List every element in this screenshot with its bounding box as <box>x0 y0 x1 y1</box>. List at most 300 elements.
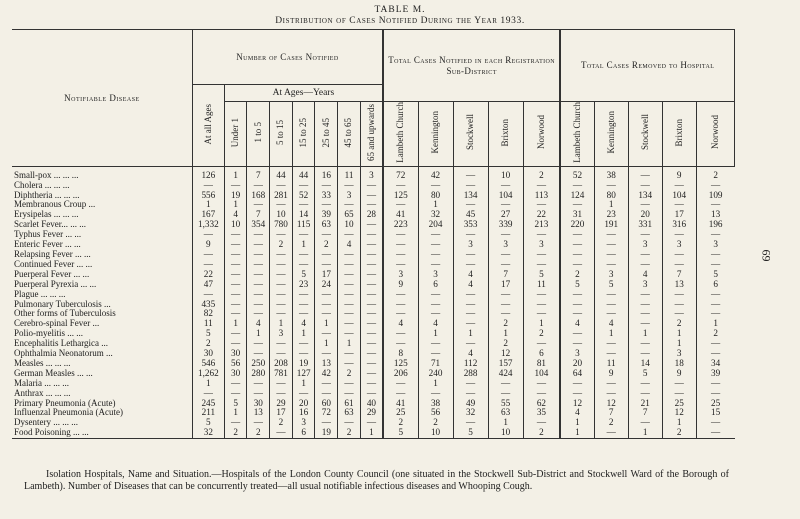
table-cell: 1 <box>560 418 594 428</box>
table-cell: — <box>560 200 594 210</box>
table-cell: — <box>560 379 594 389</box>
table-cell: 240 <box>418 369 453 379</box>
disease-name: Measles ... ... ... <box>14 358 71 368</box>
table-cell: — <box>338 270 361 280</box>
table-cell: — <box>383 339 418 349</box>
table-cell: 316 <box>662 220 696 230</box>
table-cell: 2 <box>662 319 696 329</box>
table-cell: 11 <box>594 359 628 369</box>
table-cell: — <box>360 280 383 290</box>
table-cell: 22 <box>192 270 224 280</box>
table-cell: — <box>662 200 696 210</box>
table-row <box>12 240 735 250</box>
table-cell: — <box>224 250 247 260</box>
table-cell: — <box>662 389 696 399</box>
table-cell: 29 <box>360 408 383 418</box>
header-hospital-4: Norwood <box>696 102 734 167</box>
table-cell: — <box>270 200 293 210</box>
table-cell: — <box>628 290 662 300</box>
table-cell: 126 <box>192 166 224 180</box>
table-cell: — <box>696 181 734 191</box>
table-cell: 32 <box>192 428 224 438</box>
table-row <box>12 191 735 201</box>
table-cell: — <box>523 389 560 399</box>
table-cell: 17 <box>662 210 696 220</box>
table-cell: 3 <box>488 240 523 250</box>
table-cell: — <box>418 339 453 349</box>
table-cell: — <box>628 319 662 329</box>
disease-name: Anthrax ... ... ... <box>14 388 71 398</box>
table-cell: 17 <box>488 280 523 290</box>
table-cell: — <box>418 260 453 270</box>
table-cell: 31 <box>560 210 594 220</box>
table-cell: 24 <box>315 280 338 290</box>
table-cell: — <box>247 250 270 260</box>
table-cell: 27 <box>488 210 523 220</box>
table-cell: 1 <box>224 200 247 210</box>
table-cell: 12 <box>662 408 696 418</box>
table-cell: — <box>315 260 338 270</box>
table-cell: 29 <box>270 399 293 409</box>
table-cell: — <box>560 181 594 191</box>
table-cell: — <box>488 200 523 210</box>
disease-name: Encephalitis Lethargica ... <box>14 339 109 349</box>
table-cell: 42 <box>315 369 338 379</box>
table-cell: — <box>488 300 523 310</box>
header-district-1: Kennington <box>418 102 453 167</box>
table-cell: — <box>560 260 594 270</box>
table-cell: 64 <box>560 369 594 379</box>
table-cell: — <box>453 250 488 260</box>
disease-name: Cholera ... ... ... <box>14 180 70 190</box>
table-cell: — <box>696 200 734 210</box>
table-cell: — <box>453 181 488 191</box>
table-row <box>12 300 735 310</box>
table-cell: — <box>560 339 594 349</box>
table-cell: 1 <box>270 319 293 329</box>
table-cell: — <box>315 349 338 359</box>
table-cell: — <box>360 389 383 399</box>
table-cell: 9 <box>594 369 628 379</box>
table-cell: — <box>383 329 418 339</box>
disease-name: Cerebro-spinal Fever ... <box>14 319 100 329</box>
table-cell: — <box>523 230 560 240</box>
table-cell: 223 <box>383 220 418 230</box>
table-cell: — <box>270 309 293 319</box>
table-cell: — <box>628 200 662 210</box>
table-cell: 7 <box>662 270 696 280</box>
table-cell: 4 <box>560 408 594 418</box>
table-cell: — <box>270 379 293 389</box>
table-row <box>12 220 735 230</box>
header-age-5: 45 to 65 <box>338 102 361 167</box>
disease-name: Small-pox ... ... ... <box>14 169 79 180</box>
table-cell: — <box>270 181 293 191</box>
table-cell: — <box>360 309 383 319</box>
table-cell: — <box>560 230 594 240</box>
table-cell: 63 <box>315 220 338 230</box>
table-subtitle: Distribution of Cases Notified During the Year 1933. <box>275 16 525 26</box>
table-cell: 38 <box>418 399 453 409</box>
notified-cases-table <box>12 29 735 439</box>
table-cell: 288 <box>453 369 488 379</box>
table-row <box>12 359 735 369</box>
table-cell: — <box>696 339 734 349</box>
table-cell: — <box>523 260 560 270</box>
table-cell: — <box>224 329 247 339</box>
table-cell: — <box>247 418 270 428</box>
table-row <box>12 250 735 260</box>
table-cell: 134 <box>453 191 488 201</box>
table-cell: 32 <box>453 408 488 418</box>
table-cell: 5 <box>523 270 560 280</box>
table-cell: — <box>488 309 523 319</box>
table-row <box>12 349 735 359</box>
table-cell: — <box>192 290 224 300</box>
table-cell: — <box>338 181 361 191</box>
table-cell: — <box>224 230 247 240</box>
table-cell: 47 <box>192 280 224 290</box>
table-row <box>12 280 735 290</box>
table-cell: 33 <box>315 191 338 201</box>
table-cell: — <box>383 260 418 270</box>
table-cell: — <box>224 389 247 399</box>
table-cell: — <box>247 339 270 349</box>
table-cell: — <box>338 329 361 339</box>
table-cell: 1 <box>488 329 523 339</box>
table-cell: — <box>418 250 453 260</box>
table-cell: 5 <box>192 418 224 428</box>
table-cell: 13 <box>247 408 270 418</box>
table-cell: 10 <box>488 428 523 438</box>
table-cell: — <box>383 389 418 399</box>
table-cell: 61 <box>338 399 361 409</box>
table-row <box>12 166 735 180</box>
table-cell: — <box>360 260 383 270</box>
table-cell: — <box>628 389 662 399</box>
table-cell: — <box>488 230 523 240</box>
header-sub-district: Total Cases Notified in each Registration Sub-District <box>383 30 560 102</box>
table-cell: 60 <box>315 399 338 409</box>
table-cell: — <box>453 389 488 399</box>
table-cell: 4 <box>338 240 361 250</box>
table-cell: — <box>315 309 338 319</box>
table-cell: 2 <box>270 418 293 428</box>
table-cell: — <box>360 270 383 280</box>
table-cell: 7 <box>594 408 628 418</box>
table-cell: — <box>523 181 560 191</box>
table-row <box>12 319 735 329</box>
table-cell: 1 <box>594 200 628 210</box>
table-cell: — <box>338 418 361 428</box>
table-cell: 2 <box>560 270 594 280</box>
table-cell: — <box>594 379 628 389</box>
table-cell: 1 <box>662 329 696 339</box>
table-cell: 65 <box>338 210 361 220</box>
table-cell: — <box>594 300 628 310</box>
table-cell: 2 <box>696 166 734 180</box>
table-cell: — <box>360 319 383 329</box>
table-cell: 20 <box>292 399 315 409</box>
disease-name: Influenzal Pneumonia (Acute) <box>14 408 123 418</box>
table-cell: 1 <box>696 319 734 329</box>
table-cell: 80 <box>418 191 453 201</box>
table-cell: — <box>247 389 270 399</box>
table-cell: 15 <box>696 408 734 418</box>
table-cell: — <box>628 181 662 191</box>
table-row <box>12 408 735 418</box>
table-cell: — <box>560 250 594 260</box>
table-cell: — <box>270 280 293 290</box>
table-cell: 2 <box>488 339 523 349</box>
table-cell: 4 <box>247 319 270 329</box>
disease-name: Malaria ... ... ... <box>14 378 69 388</box>
table-cell: — <box>628 300 662 310</box>
header-age-0: Under 1 <box>224 102 247 167</box>
header-hospital-1: Kennington <box>594 102 628 167</box>
table-cell: 9 <box>662 166 696 180</box>
table-cell: 5 <box>696 270 734 280</box>
table-cell: 2 <box>247 428 270 438</box>
table-cell: — <box>247 280 270 290</box>
table-cell: 104 <box>523 369 560 379</box>
table-cell: 56 <box>224 359 247 369</box>
table-cell: — <box>315 200 338 210</box>
table-cell: — <box>594 260 628 270</box>
table-cell: 6 <box>292 428 315 438</box>
table-cell: 5 <box>224 399 247 409</box>
table-cell: — <box>270 339 293 349</box>
table-cell: — <box>270 250 293 260</box>
table-cell: 4 <box>383 319 418 329</box>
table-cell: — <box>338 379 361 389</box>
table-cell: 1 <box>315 339 338 349</box>
table-cell: — <box>292 181 315 191</box>
table-cell: 19 <box>224 191 247 201</box>
table-cell: 2 <box>338 428 361 438</box>
table-cell: — <box>453 300 488 310</box>
table-cell: 1 <box>662 418 696 428</box>
table-cell: — <box>292 250 315 260</box>
header-hospital-3: Brixton <box>662 102 696 167</box>
table-cell: 281 <box>270 191 293 201</box>
table-cell: — <box>696 290 734 300</box>
table-cell: 1 <box>338 339 361 349</box>
table-cell: — <box>315 389 338 399</box>
table-cell: 3 <box>383 270 418 280</box>
disease-name: Primary Pneumonia (Acute) <box>14 398 116 408</box>
table-cell: 4 <box>453 270 488 280</box>
table-cell: — <box>488 379 523 389</box>
table-cell: — <box>418 300 453 310</box>
table-cell: — <box>662 181 696 191</box>
table-cell: — <box>662 379 696 389</box>
table-cell: 125 <box>383 191 418 201</box>
table-cell: — <box>594 230 628 240</box>
table-cell: 3 <box>662 240 696 250</box>
header-age-4: 25 to 45 <box>315 102 338 167</box>
disease-name: Typhus Fever ... ... <box>14 230 82 240</box>
table-cell: 2 <box>383 418 418 428</box>
disease-name: Membranous Croup ... <box>14 200 96 210</box>
table-row <box>12 399 735 409</box>
table-cell: 220 <box>560 220 594 230</box>
table-cell: — <box>453 379 488 389</box>
table-cell: 1 <box>292 379 315 389</box>
table-cell: 28 <box>360 210 383 220</box>
table-cell: 1 <box>292 240 315 250</box>
table-cell: 1 <box>247 329 270 339</box>
table-cell: — <box>360 230 383 240</box>
table-cell: 127 <box>292 369 315 379</box>
table-cell: 1 <box>594 329 628 339</box>
table-cell: 9 <box>192 240 224 250</box>
table-cell: — <box>560 389 594 399</box>
table-cell: 191 <box>594 220 628 230</box>
table-cell: 353 <box>453 220 488 230</box>
table-cell: 20 <box>628 210 662 220</box>
table-cell: — <box>192 230 224 240</box>
table-cell: — <box>292 260 315 270</box>
disease-name: Ophthalmia Neonatorum ... <box>14 349 113 359</box>
table-cell: 3 <box>360 166 383 180</box>
table-cell: 113 <box>523 191 560 201</box>
table-cell: 1 <box>523 319 560 329</box>
table-cell: 245 <box>192 399 224 409</box>
table-cell: 11 <box>338 166 361 180</box>
table-cell: — <box>523 418 560 428</box>
table-cell: — <box>192 181 224 191</box>
table-cell: 3 <box>523 240 560 250</box>
table-cell: — <box>360 379 383 389</box>
table-cell: — <box>628 339 662 349</box>
table-cell: — <box>360 191 383 201</box>
table-row <box>12 389 735 399</box>
table-cell: — <box>292 300 315 310</box>
table-cell: 1 <box>628 329 662 339</box>
table-cell: — <box>418 290 453 300</box>
table-cell: 14 <box>292 210 315 220</box>
table-cell: 2 <box>662 428 696 438</box>
table-cell: — <box>360 290 383 300</box>
table-cell: 55 <box>488 399 523 409</box>
table-cell: 63 <box>338 408 361 418</box>
table-cell: 2 <box>523 428 560 438</box>
disease-name: Food Poisoning ... ... <box>12 428 192 438</box>
table-cell: — <box>383 181 418 191</box>
table-cell: — <box>488 181 523 191</box>
table-row <box>12 428 735 438</box>
table-row <box>12 200 735 210</box>
table-cell: 125 <box>383 359 418 369</box>
table-cell: 5 <box>383 428 418 438</box>
table-cell: 546 <box>192 359 224 369</box>
table-cell: — <box>628 349 662 359</box>
table-cell: — <box>662 250 696 260</box>
table-cell: 1 <box>224 166 247 180</box>
table-cell: 21 <box>628 399 662 409</box>
table-cell: — <box>270 300 293 310</box>
table-cell: — <box>696 379 734 389</box>
table-cell: — <box>696 300 734 310</box>
table-cell: — <box>696 250 734 260</box>
table-cell: 167 <box>192 210 224 220</box>
table-cell: — <box>360 220 383 230</box>
table-cell: — <box>560 240 594 250</box>
table-cell: — <box>383 309 418 319</box>
table-cell: 4 <box>453 349 488 359</box>
table-cell: — <box>383 300 418 310</box>
table-cell: 4 <box>560 319 594 329</box>
table-cell: 22 <box>523 210 560 220</box>
disease-name: Scarlet Fever... ... ... <box>14 220 86 230</box>
table-cell: — <box>292 389 315 399</box>
disease-name: Plague ... ... ... <box>14 289 66 299</box>
table-cell: — <box>560 309 594 319</box>
table-cell: 3 <box>662 349 696 359</box>
table-cell: 2 <box>418 418 453 428</box>
table-cell: 80 <box>594 191 628 201</box>
table-cell: 157 <box>488 359 523 369</box>
table-cell: — <box>315 300 338 310</box>
table-cell: 23 <box>594 210 628 220</box>
table-cell: — <box>594 290 628 300</box>
table-cell: 81 <box>523 359 560 369</box>
table-cell: 18 <box>662 359 696 369</box>
table-cell: 14 <box>628 359 662 369</box>
table-cell: — <box>338 349 361 359</box>
table-cell: 211 <box>192 408 224 418</box>
table-cell: 7 <box>488 270 523 280</box>
table-cell: 2 <box>192 339 224 349</box>
table-cell: — <box>594 389 628 399</box>
table-cell: 124 <box>560 191 594 201</box>
table-cell: 7 <box>247 210 270 220</box>
table-cell: — <box>292 230 315 240</box>
table-cell: 11 <box>192 319 224 329</box>
table-cell: 72 <box>383 166 418 180</box>
table-cell: — <box>224 300 247 310</box>
table-cell: — <box>418 240 453 250</box>
table-cell: 52 <box>560 166 594 180</box>
table-cell: 4 <box>418 319 453 329</box>
table-cell: 196 <box>696 220 734 230</box>
table-cell: 3 <box>292 418 315 428</box>
header-district-2: Stockwell <box>453 102 488 167</box>
table-cell: 3 <box>418 270 453 280</box>
table-cell: 42 <box>418 166 453 180</box>
table-cell: — <box>192 260 224 270</box>
table-cell: — <box>453 319 488 329</box>
table-cell: — <box>523 200 560 210</box>
table-cell: 1 <box>192 200 224 210</box>
table-title: TABLE M. <box>374 5 426 15</box>
table-cell: — <box>696 260 734 270</box>
table-cell: — <box>418 181 453 191</box>
table-row <box>12 260 735 270</box>
table-cell: — <box>523 309 560 319</box>
table-cell: 780 <box>270 220 293 230</box>
table-cell: — <box>224 260 247 270</box>
table-cell: — <box>418 309 453 319</box>
table-cell: — <box>292 339 315 349</box>
table-cell: 82 <box>192 309 224 319</box>
table-cell: — <box>315 418 338 428</box>
disease-name: Puerperal Pyrexia ... ... <box>14 279 97 289</box>
table-cell: 3 <box>594 270 628 280</box>
table-cell: — <box>270 428 293 438</box>
table-cell: — <box>662 309 696 319</box>
